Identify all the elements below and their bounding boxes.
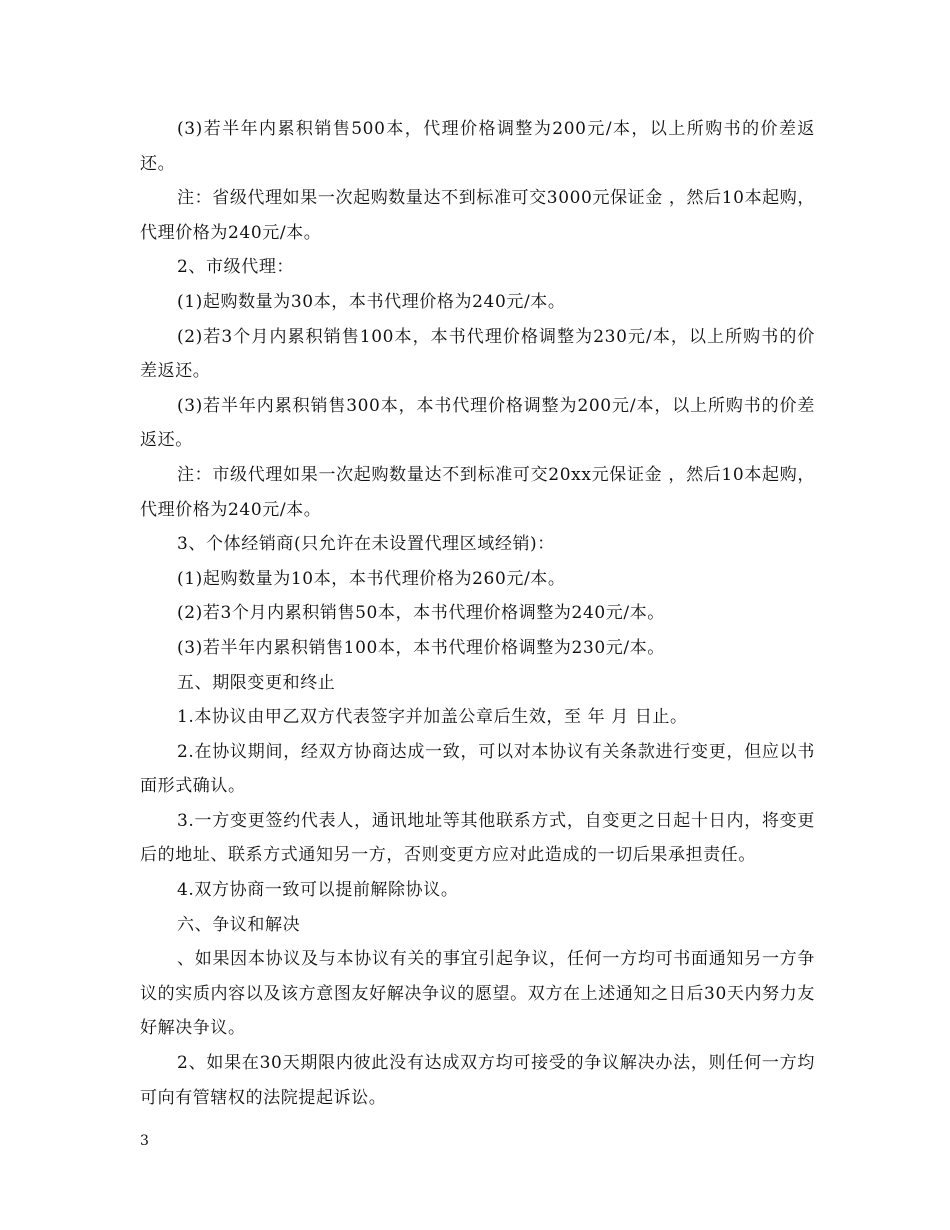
paragraph-city-note: 注：市级代理如果一次起购数量达不到标准可交20xx元保证金 ，然后10本起购，代理价格为240元/本。: [140, 464, 815, 520]
page-number: 3: [140, 1133, 149, 1149]
heading-individual-dealer: 3、个体经销商(只允许在未设置代理区域经销)：: [177, 534, 555, 555]
document-body: [140, 112, 815, 1115]
paragraph-dealer-3: (3)若半年内累积销售100本，本书代理价格调整为230元/本。: [177, 637, 665, 658]
paragraph-dispute-1: 、如果因本协议及与本协议有关的事宜引起争议，任何一方均可书面通知另一方争议的实质内容以及该方意图友好解决争议的愿望。双方在上述通知之日后30天内努力友好解决争议。: [140, 949, 815, 1039]
paragraph-term-1: 1.本协议由甲乙双方代表签字并加盖公章后生效，至 年 月 日止。: [177, 707, 688, 728]
paragraph-term-3: 3.一方变更签约代表人，通讯地址等其他联系方式，自变更之日起十日内，将变更后的地址、联系方式通知另一方，否则变更方应对此造成的一切后果承担责任。: [140, 810, 815, 866]
heading-city-agent: 2、市级代理：: [177, 257, 295, 278]
paragraph-dispute-2: 2、如果在30天期限内彼此没有达成双方均可接受的争议解决办法，则任何一方均可向有管辖权的法院提起诉讼。: [140, 1053, 815, 1108]
paragraph-dealer-2: (2)若3个月内累积销售50本，本书代理价格调整为240元/本。: [177, 603, 665, 624]
paragraph-provincial-note: 注：省级代理如果一次起购数量达不到标准可交3000元保证金 ，然后10本起购，代理价格为240元/本。: [140, 188, 815, 243]
paragraph-term-2: 2.在协议期间，经双方协商达成一致，可以对本协议有关条款进行变更，但应以书面形式确认。: [140, 741, 815, 797]
paragraph-city-3: (3)若半年内累积销售300本，本书代理价格调整为200元/本，以上所购书的价差返还。: [140, 395, 815, 451]
paragraph-dealer-1: (1)起购数量为10本，本书代理价格为260元/本。: [177, 568, 566, 589]
heading-term-change: 五、期限变更和终止: [177, 672, 336, 693]
heading-dispute: 六、争议和解决: [177, 914, 301, 935]
paragraph-city-2: (2)若3个月内累积销售100本，本书代理价格调整为230元/本，以上所购书的价差返还。: [140, 326, 815, 382]
paragraph-term-4: 4.双方协商一致可以提前解除协议。: [177, 880, 459, 901]
paragraph-city-1: (1)起购数量为30本，本书代理价格为240元/本。: [177, 291, 566, 312]
paragraph-provincial-3: (3)若半年内累积销售500本，代理价格调整为200元/本，以上所购书的价差返还。: [140, 119, 815, 174]
